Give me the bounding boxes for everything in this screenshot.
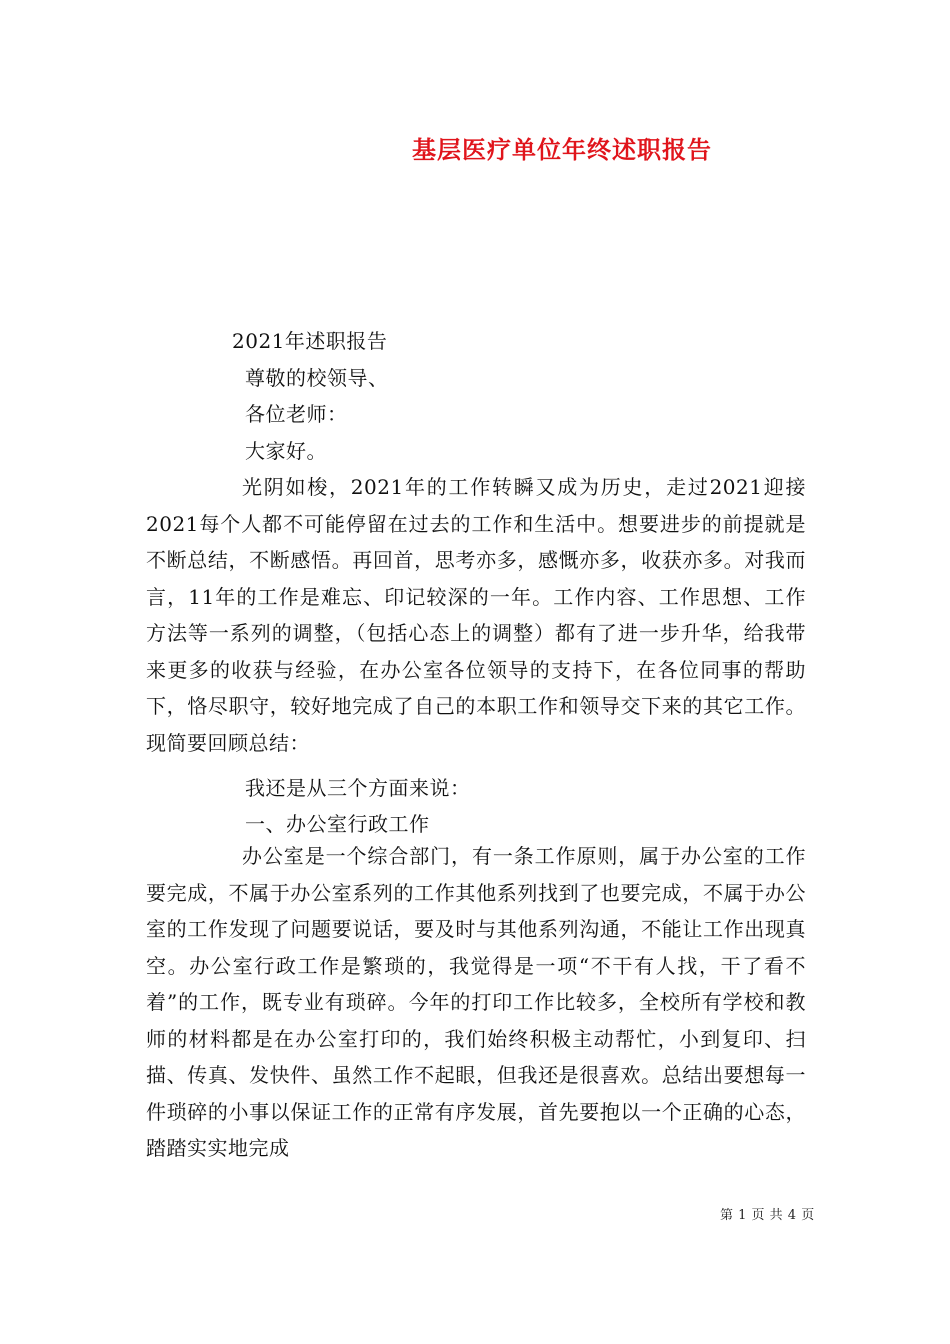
report-subtitle: 2021年述职报告 — [232, 329, 388, 353]
paragraph-review: 光阴如梭，2021年的工作转瞬又成为历史，走过2021迎接2021每个人都不可能停留在过去的工作和生活中。想要进步的前提就是不断总结，不断感悟。再回首，思考亦多，感慨亦多，收获亦多。对我而言，11年的工作是难忘、印记较深的一年。工作内容、工作思想、工作方法等一系列的调整，（包括心态上的调整）都有了进一步升华，给我带来更多的收获与经验，在办公室各位领导的支持下，在各位同事的帮助下，恪尽职守，较好地完成了自己的本职工作和领导交下来的其它工作。现简要回顾总结： — [146, 475, 806, 755]
intro-line: 我还是从三个方面来说： — [245, 776, 471, 800]
document-title: 基层医疗单位年终述职报告 — [412, 135, 712, 164]
section-heading: 一、办公室行政工作 — [245, 812, 430, 836]
paragraph-office-work: 办公室是一个综合部门，有一条工作原则，属于办公室的工作要完成，不属于办公室系列的工作其他系列找到了也要完成，不属于办公室的工作发现了问题要说话，要及时与其他系列沟通，不能让工作出现真空。办公室行政工作是繁琐的，我觉得是一项“不干有人找，干了看不着”的工作，既专业有琐碎。今年的打印工作比较多，全校所有学校和教师的材料都是在办公室打印的，我们始终积极主动帮忙，小到复印、扫描、传真、发快件、虽然工作不起眼，但我还是很喜欢。总结出要想每一件琐碎的小事以保证工作的正常有序发展，首先要抱以一个正确的心态，踏踏实实地完成 — [146, 844, 806, 1160]
page-number: 第 1 页 共 4 页 — [720, 1208, 815, 1223]
salutation-teachers: 各位老师： — [245, 402, 348, 426]
greeting: 大家好。 — [245, 439, 327, 463]
salutation-leaders: 尊敬的校领导、 — [245, 366, 389, 390]
